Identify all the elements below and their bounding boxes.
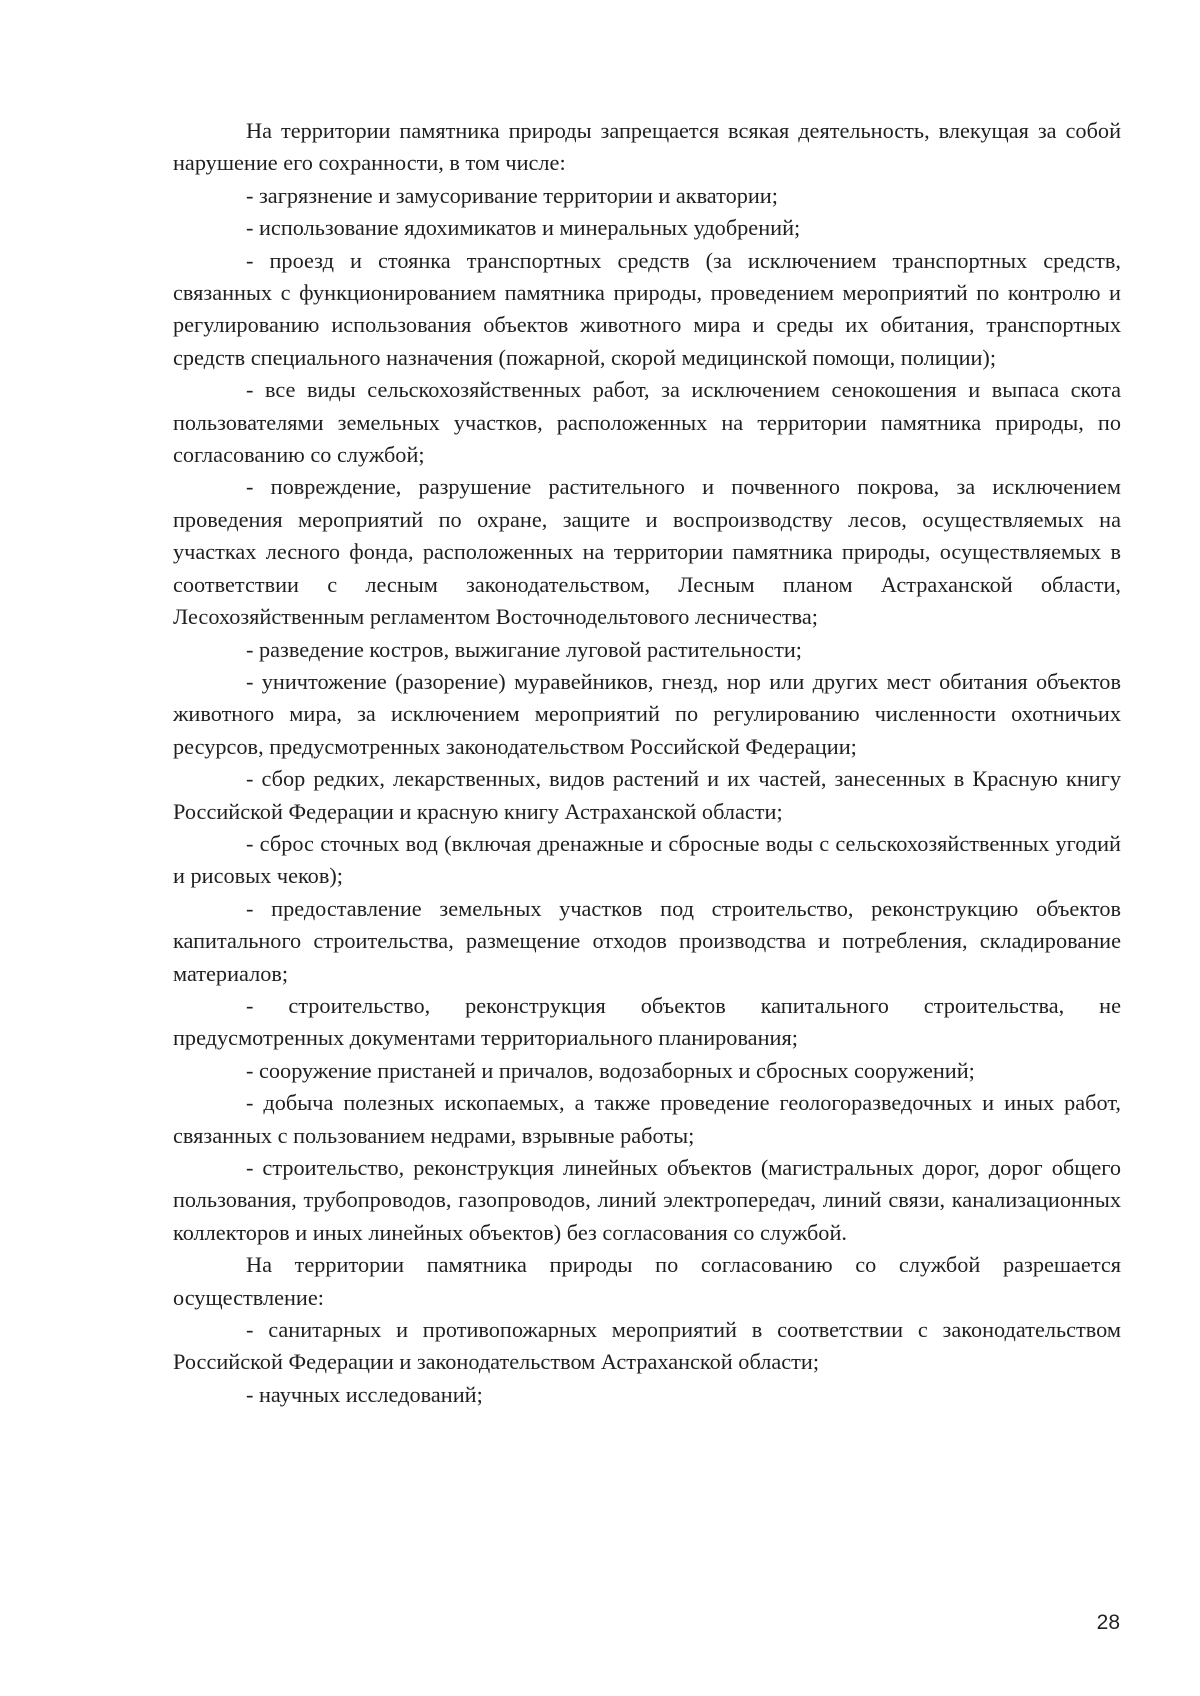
list-item-sanitary-measures: - санитарных и противопожарных мероприятий в соответствии с законодательством Российской Федерации и законодательством Астраханской области; xyxy=(173,1317,1121,1375)
list-item-wastewater: - сброс сточных вод (включая дренажные и сбросные воды с сельскохозяйственных угодий и рисовых чеков); xyxy=(173,830,1121,889)
list-item-bonfires: - разведение костров, выжигание луговой растительности; xyxy=(246,636,802,662)
document-body xyxy=(173,115,1121,1411)
list-item-pollution: - загрязнение и замусоривание территории и акватории; xyxy=(246,182,778,208)
list-item-piers: - сооружение пристаней и причалов, водозаборных и сбросных сооружений; xyxy=(246,1057,975,1083)
list-item-rare-plants: - сбор редких, лекарственных, видов растений и их частей, занесенных в Красную книгу Российской Федерации и красную книгу Астраханской области; xyxy=(173,766,1121,824)
list-item-land-allocation: - предоставление земельных участков под строительство, реконструкцию объектов капитального строительства, размещение отходов производства и потребления, складирование материалов; xyxy=(173,895,1121,986)
list-item-mining: - добыча полезных ископаемых, а также проведение геологоразведочных и иных работ, связанных с пользованием недрами, взрывные работы; xyxy=(173,1090,1121,1148)
list-item-linear-objects: - строительство, реконструкция линейных объектов (магистральных дорог, дорог общего пользования, трубопроводов, газопроводов, линий электропередач, линий связи, канализационных коллекторов и иных линейных объектов) без согласования со службой. xyxy=(173,1155,1121,1245)
list-item-construction: - строительство, реконструкция объектов капитального строительства, не предусмотренных документами территориального планирования; xyxy=(173,992,1121,1051)
paragraph-intro-prohibited: На территории памятника природы запрещается всякая деятельность, влекущая за собой нарушение его сохранности, в том числе: xyxy=(173,118,1121,176)
list-item-habitat-destruction: - уничтожение (разорение) муравейников, гнезд, нор или других мест обитания объектов животного мира, за исключением мероприятий по регулированию численности охотничьих ресурсов, предусмотренных законодательством Российской Федерации; xyxy=(173,668,1121,759)
list-item-agrochemicals: - использование ядохимикатов и минеральных удобрений; xyxy=(246,215,801,241)
list-item-research: - научных исследований; xyxy=(246,1381,483,1407)
paragraph-intro-allowed: На территории памятника природы по согласованию со службой разрешается осуществление: xyxy=(173,1252,1121,1310)
list-item-vegetation-damage: - повреждение, разрушение растительного и почвенного покрова, за исключением проведения мероприятий по охране, защите и воспроизводству лесов, осуществляемых на участках лесного фонда, расположенных на территории памятника природы, осуществляемых в соответствии с лесным законодательством, Лесным планом Астраханской области, Лесохозяйственным регламентом Восточнодельтового лесничества; xyxy=(173,474,1121,630)
page-number: 28 xyxy=(1096,1611,1120,1634)
list-item-vehicles: - проезд и стоянка транспортных средств (за исключением транспортных средств, связанных с функционированием памятника природы, проведением мероприятий по контролю и регулированию использования объектов животного мира и среды их обитания, транспортных средств специального назначения (пожарной, скорой медицинской помощи, полиции); xyxy=(173,247,1121,370)
list-item-agricultural-works: - все виды сельскохозяйственных работ, за исключением сенокошения и выпаса скота пользователями земельных участков, расположенных на территории памятника природы, по согласованию со службой; xyxy=(173,377,1121,468)
